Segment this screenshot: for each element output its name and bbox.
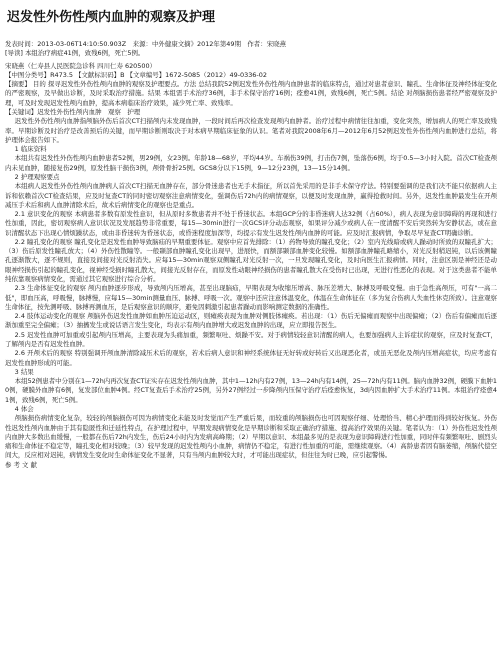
references-heading: 参 考 文 献	[5, 460, 37, 469]
paragraph-intracranial-pressure: 2.5 迟发性血肿可加重或引起颅内压增高，主要表现为头痛加重，频繁呕吐、烦躁不安。对于病情较轻意识清醒的病人，也要加强病人主诉症状的观察，应及时复查CT，了解颅内是否有迟发性血肿。	[5, 330, 497, 348]
article-author: 宋晓燕（仁寿县人民医院急诊科 四川仁寿 620500）	[5, 61, 156, 70]
article-keywords: 【关键词】迟发性外伤性颅内血肿 观察 护理	[5, 107, 141, 116]
paragraph-clinical-data: 本组共有迟发性外伤性颅内血肿患者52例，男29例，女23例。年龄18—68岁，平均44岁。车祸伤39例，打击伤7例，坠落伤6例，均于0.5—3小时入院。首次CT检查颅内未见血肿，随接复伤29例，原发性脑干损伤3例，颅骨骨折25例。GCS8分以下15例，9—12分23例，13—15分14例。	[5, 154, 497, 172]
paragraph-vital-signs: 2.3 生命体征变化的观察 颅内血肿逐步形成，导致颅内压增高，甚至出现脑疝，早期表现为收缩压增高、脉压差增大、脉搏及呼吸变慢。由于急性高颅压，可有"一高二低"，即血压高，呼吸慢，脉搏慢，应每15—30min测量血压、脉搏、呼吸一次。观察中还应注意体温变化，体温在生命体征在（多为复合伤病人失血性休克所致）。注意观察生命体征，按先测呼吸、脉搏再测血压，是后观察意识的顺序，避免因刺激引起患者躁动而影响测定数据的准确性。	[5, 284, 497, 311]
paragraph-limb-movement: 2.4 肢体运动变化的观察 颅脑外伤迟发性血肿如血肿压迫运动区，则瘫痪表现为血肿对侧肢体瘫痪。若出现：（1）伤后无偏瘫而观察中出现偏瘫；（2）伤后有偏瘫而后逐渐加重至完全偏瘫；（3）抽搐发生或说话语言发生变化，均表示有颅内血肿增大或迟发血肿的出现，应立即报告医生。	[5, 312, 497, 330]
paragraph-nursing-overview: 本组病人迟发性外伤性颅内血肿病人首次CT扫描无血肿存在，部分骨迷患者也无手术指征，所以首先采用的是非手术保守疗法。特别要强调的是我们决不能只依据病人主诉和依赖首次CT检查结果，应及时复查CT的同时密切观察注意病情变化，强调伤后72h内的病情观察，以便及时发现血肿，赢得抢救时间。另外，迟发性血肿最发生在开颅减压手术后和病人血肿清除术后，故术后病情变化的观察也是重点。	[5, 182, 497, 209]
paragraph-results: 本组52例患者中分别在1—72h内再次复查CT证实存在迟发性颅内血肿，其中1—12h内有27例，13—24h内有14例，25—72h内有11例。脑内血肿32例，硬膜下血肿10例，硬膜外血肿有6例，复发部位血肿4例。经CT复查后手术治疗25例，另外27例经过一步降颅内压保守治疗后痊愈恢复，3d内因血肿扩大手术治疗11例。本组治疗痊愈41例，致残6例，死亡5例。	[5, 377, 497, 404]
section-heading: 4 体会	[14, 404, 34, 413]
section-heading: 3 结果	[14, 367, 34, 376]
paragraph-consciousness: 2.1 意识变化的观察 本病患者多数有原发性意识，但从原时多数患者并不处于昏迷状态。本组GCP分的非昏迷病人达32例（占60%），病人表现为意识障碍的再现和进行性加重，因此，密切观察病人意识状况及发展趋势非常重要，每15—30min进行一次GCS评分动态观察，如果评分减少或病人在一度清醒不安后突然转为安静状态，或在意识清醒状态下出现心情烦躁状态，或由非昏迷转为昏迷状态，或昏迷程度加深等，均提示有发生迟发性颅内血肿的可能。应及时汇报病情，争取尽早复查CT明确诊断。	[5, 210, 497, 237]
article-abstract: 【摘要】 目的 探寻迟发性外伤性颅内血肿的观察及护理要点。方法 总结我院52例迟发性外伤性颅内血肿患者的临床特点，通过对患者意识、瞳孔、生命体征及神经体征变化的严密观察，及早做出诊断，及时采取治疗措施。结果 本组需手术治疗36例，非手术保守治疗16例；痊愈41例，致残6例，死亡5例。结论 对颅脑损伤患者经严密观察及护理，可及时发现迟发性颅内血肿，提高本病临床治疗效果，减少死亡率、致残率。	[5, 80, 497, 107]
section-heading: 2 护理观察要点	[14, 172, 60, 181]
article-meta: 发表时间：2013-03-06T14:10:50.903Z 来源：中外健康文摘》2012年第49期 作者：宋晓燕	[5, 40, 286, 48]
paragraph-experience: 颅脑损伤病情变化复杂，较轻的颅脑损伤可因为病情变化未能及时发觉而产生严重后果，而较重的颅脑损伤也可因观察仔细、处理恰当、精心护理而得到较好恢复。外伤性迟发性颅内血肿由于其有隐匿性和迁延性特点，在护理过程中，早期发现病情变化是早期诊断和采取正确治疗措施、提高治疗效果的关键。笔者认为：（1）外伤性迟发性颅内血肿大多数出血缓慢，一般都在伤后72h内发生，伤后24小时内为发病高峰期；（2）早期以意识、本组最多见的是表现为意识障碍进行性加重，同时伴有频繁呕吐、剧烈头痛和生命体征不稳定等，瞳孔变化相对较晚；（3）较早发现的迟发性颅内小血肿，病情仍不稳定，有进行性加重的可能，需继续观察。（4）高龄患者因有脑萎缩，颅脑代偿空间大，反应相对迟钝，病情发生变化时生命体征变化不显著，只有当颅内血肿较大时，才可能出现症状，但往往为时已晚，应引起警惕。	[5, 414, 497, 460]
article-guide: [导读] 本组治疗病症41例，致残6例，死亡5例。	[5, 49, 145, 58]
paragraph-postoperative: 2.6 开颅术后的观察 特别强调开颅血肿清除减压术后的观察，若术后病人意识和神经系统体征无好转或好转后又出现恶化者，或虽无恶化及颅内压增高症状，均应考虑有迟发性血肿形成的可能。	[5, 349, 497, 367]
article-body	[5, 40, 497, 470]
paragraph-intro: 迟发性外伤性颅内血肿指颅脑外伤后首次CT扫描颅内未发现血肿，一段时间后再次检查发现颅内血肿者。治疗过程中病情往往加重，变化突然，增加病人的死亡率及致残率。早期诊断及时治疗是改善预后的关键，而早期诊断则取决于对本病早期临床征象的认识。笔者对我院2008年6月—2012年6月52例迟发性外伤性颅内血肿进行总结，将护理体会报告如下。	[5, 117, 497, 144]
article-title: 迟发性外伤性颅内血肿的观察及护理	[7, 10, 216, 25]
article-classification: 【中图分类号】R473.5 【文献标识码】B 【文章编号】1672-5085（2012）49-0336-02	[5, 70, 267, 79]
paragraph-pupil: 2.2 瞳孔变化的观察 瞳孔变化是迟发性血肿导致脑疝的早期重要体征。观察中应首先排除：（1）药物导致的瞳孔变化；（2）室内光线暗或病人躁动时所致的双瞳孔扩大；（3）伤后原发性瞳孔放大；（4）外伤性散瞳等。一般颞部血肿瞳孔变化出现早，进展快，而额部颞部血肿变化较慢。如额部血肿瞳孔略缩小，对光反射稍迟钝，以后该侧瞳孔逐渐散大，逐不规则，直接及间接对光反射消失。应每15—30min观察双侧瞳孔对光反射一次，一旦发现瞳孔变化，及时向医生汇报病情。同时，注意区别是神经还是动眼神经损伤引起的瞳孔变化，视神经受损时瞳孔散大，间接光反射存在，而原发性动眼神经损伤的患者瞳孔散大在受伤时已出现，无进行性恶化的表现。对于这类患者不能单纯依靠观察病情变化，需通过其它观察进行综合分析。	[5, 237, 497, 284]
section-heading: 1 临床资料	[14, 145, 47, 154]
